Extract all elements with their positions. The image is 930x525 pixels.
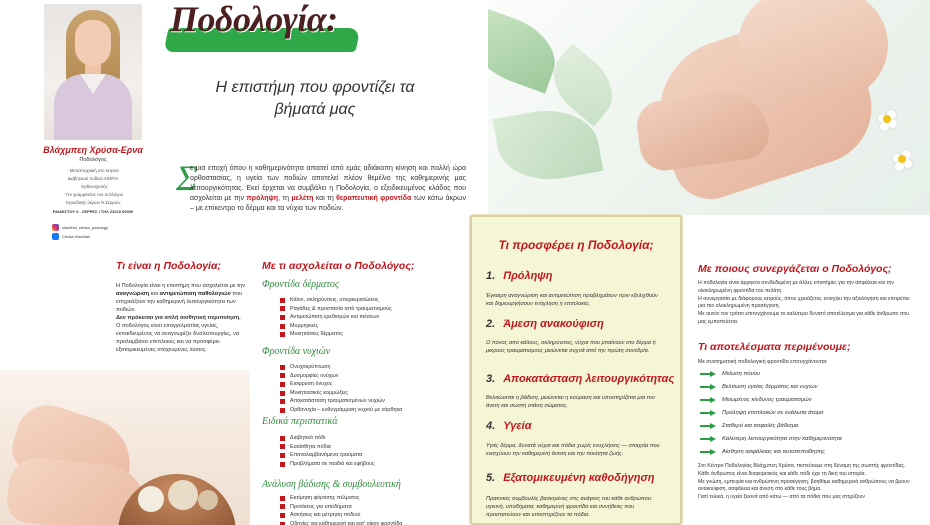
result-item: Βελτίωση υγείας δέρματος και νυχιών [700, 384, 818, 390]
credential-line: · Μεταπτυχιακή στο Ιατρείο [67, 168, 119, 173]
nail-care-list [280, 363, 402, 415]
list-item: Εισφρυση όνυχος [280, 380, 402, 389]
what-is-p3: Ο ποδολόγος είναι επαγγελματίας υγείας, εκπαιδευμένος να αναγνωρίζει δυσλειτουργίες, να προλαμβάνει επιπλοκές και να προσφέρει εξατομικευμένες στοχευμένες λύσεις. [116, 323, 240, 353]
instagram-icon [52, 224, 59, 231]
credential-line: · Ορθονυχωτής [78, 184, 108, 189]
list-item: Αποκατάσταση τραυματισμένων νυχιών [280, 397, 402, 406]
intro-dropcap: Σ [176, 158, 198, 198]
list-item: Προβλήματα σε παιδιά και εφήβους [280, 460, 375, 469]
deals-heading: Με τι ασχολείται ο Ποδολόγος; [262, 260, 415, 272]
list-item: Οδηγίες για καθημερινή και κατ' οίκον φροντίδα [280, 520, 402, 525]
list-item: Μυρμηγκιές [280, 322, 392, 331]
arrow-icon [700, 371, 716, 377]
list-item: Μυκητιάσεις δέρματος [280, 330, 392, 339]
partners-p1: Η ποδολογία είναι άρρηκτα συνδεδεμένη με άλλες επιστήμες για την ασφάλεια και την ολοκληρωμένη φροντίδα του πελάτη. [698, 280, 895, 294]
page-title: Ποδολογία: [170, 0, 338, 39]
offer-text: Βελτιώνεται η βάδιση, μειώνεται η κούραση και υποστηρίζεται μια πιο άνετη και σωστή στάση σώματος. [486, 395, 655, 409]
nail-care-heading: Φροντίδα νυχιών [262, 346, 331, 357]
facebook-handle[interactable] [52, 233, 90, 240]
arrow-icon [700, 423, 716, 429]
arrow-icon [700, 449, 716, 455]
credential-line: περιοδικής ύκρων Ν.Σερρών [65, 200, 121, 205]
author-address: ΡΑΙΔΕΣΤΟΥ 6 - ΣΕΡΡΕΣ / ΤΗΛ 23210 00000 [52, 209, 134, 214]
list-item: Ραγάδες & προστασία από τραυματισμούς [280, 305, 392, 314]
list-item: Ορθονυχία – ευθυγράμμιση νυχιού με νάρθηκα [280, 406, 402, 415]
foot-massage-image [488, 0, 930, 215]
result-item: Μείωση πόνου [700, 371, 760, 377]
offer-heading: 3. Αποκατάσταση λειτουργικότητας [486, 373, 678, 385]
result-item: Σταθερό και ασφαλές βάδισμα [700, 423, 798, 429]
partners-body [698, 280, 918, 327]
result-item: Πρόληψη επιπλοκών σε ευάλωτα άτομα [700, 410, 823, 416]
results-intro: Με συστηματική ποδολογική φροντίδα επιτυγχάνονται: [698, 359, 828, 365]
list-item: Προτάσεις για υποδήματα [280, 503, 402, 512]
result-item: Μειωμένος κίνδυνος τραυματισμών [700, 397, 812, 403]
what-is-p2: Δεν πρόκειται για απλή αισθητική περιποίηση. [116, 315, 241, 321]
list-item: Ονυχοκρύπτωση [280, 363, 402, 372]
list-item: Αντιμετώπιση ερεθισμών και πιέσεων [280, 313, 392, 322]
offer-text: Ο πόνος από κάλους, σκληρύνσεις, νύχια που μπαίνουν στο δέρμα ή μικρούς τραυματισμούς μειώνεται συχνά από την πρώτη συνεδρία. [486, 340, 656, 354]
arrow-icon [700, 410, 716, 416]
results-heading: Τι αποτελέσματα περιμένουμε; [698, 341, 851, 353]
intro-paragraph: ε μια εποχή όπου η καθημερινότητα απαιτεί από εμάς αδιάκοπη κίνηση και πολλή ώρα ορθοστασίας, η υγεία των ποδιών αποτελεί πλέον θεμέλιο της καθημερινής μας λειτουργικότητας. Εκεί έρχεται να συμβάλει η Ποδολογία, ο εξειδικευμένος κλάδος που ασχολείται με την πρόληψη, τη μελέτη και τη θεραπευτική φροντίδα των κάτω άκρων – με επίκεντρο το δέρμα και τα νύχια των ποδιών. [190, 165, 466, 212]
offer-text: Πρακτικές συμβουλές βασισμένες στις ανάγκες του κάθε ανθρώπου: υγιεινή, υποδήματα, καθημερινή φροντίδα και συνήθειες που προστατεύουν και υποστηρίζουν τα πόδια. [486, 496, 653, 518]
author-photo [44, 4, 142, 140]
offer-text: Έγκαιρη αναγνώριση και αντιμετώπιση προβλημάτων πριν εξελιχθούν και δημιουργήσουν ενόχληση ή επιπλοκές. [486, 293, 658, 307]
offers-heading: Τι προσφέρει η Ποδολογία; [498, 238, 654, 252]
arrow-icon [700, 436, 716, 442]
list-item: Κάλοι, σκληρύνσεις, υπερκερατώσεις [280, 296, 392, 305]
facebook-icon [52, 233, 59, 240]
what-is-p1: Η Ποδολογία είναι η επιστήμη που ασχολείται με την αναγνώριση και αντιμετώπιση παθολογιών που επηρεάζουν την καθημερινή λειτουργικότητα των ποδιών. [116, 283, 246, 313]
instagram-handle[interactable] [52, 224, 108, 231]
list-item: Ευαίσθητα πόδια [280, 443, 375, 452]
arrow-icon [700, 397, 716, 403]
offer-text: Υγιές δέρμα, δυνατά νύχια και πόδια χωρίς ενοχλήσεις — στοιχεία που ενισχύουν την καθημερινή άνεση και την ποιότητα ζωής. [486, 443, 660, 457]
special-cases-list [280, 434, 375, 468]
closing-p1: Στο Κέντρο Ποδολογίας Βλάχμπεη Χρύσα, πιστεύουμε στη δύναμη της σωστής φροντίδας. [698, 463, 906, 469]
list-item: Μυκητιασικές κομμώξεις [280, 389, 402, 398]
list-item: Ασκήσεις και μέτρηση ποδιού [280, 511, 402, 520]
gait-analysis-heading: Ανάλυση βάδισης & συμβουλευτική [262, 479, 401, 490]
closing-p2: Κάθε άνθρωπος είναι διαφορετικός και κάθε πόδι έχει τη δική του ιστορία. [698, 470, 866, 477]
list-item: Επαναλαμβανόμενα τραύματα [280, 451, 375, 460]
facebook-text: Chrisa Vlachbei [62, 234, 91, 239]
gait-analysis-list [280, 494, 402, 525]
partners-p2: Η συνεργασία με διάφορους ιατρούς, όπου χρειάζεται, ενισχύει την αξιολόγηση και επιτρέπει μια πιο ολοκληρωμένη προσέγγιση. [698, 295, 910, 310]
instagram-text: vlachbei_chrisa_podology [62, 225, 109, 230]
author-role: Ποδολόγος [79, 157, 107, 163]
offer-heading: 1. Πρόληψη [486, 270, 557, 282]
page-subtitle: Η επιστήμη που φροντίζει τα βήματά μας [215, 79, 415, 118]
partners-p3: Με αυτόν τον τρόπο επιτυγχάνουμε το καλύτερο δυνατό αποτέλεσμα για κάθε άνθρωπο που μας εμπιστεύεται. [698, 311, 910, 325]
offer-heading: 2. Άμεση ανακούφιση [486, 318, 608, 330]
author-name: Βλάχμπεη Χρύσα-Ερνα [43, 145, 143, 155]
list-item: Δυσμορφίες ονύχων [280, 372, 402, 381]
credential-line: · Γεν γραμματέας του συλλόγου [62, 192, 124, 197]
special-cases-heading: Ειδικά περιστατικά [262, 416, 338, 427]
result-item: Καλύτερη λειτουργικότητα στην καθημερινότητα [700, 436, 842, 442]
credential-line: Διαβητικού ποδιού ΑΧΕΠΑ [67, 176, 119, 181]
list-item: Διαβητικό πόδι [280, 434, 375, 443]
skin-care-list [280, 296, 392, 339]
closing-text [698, 463, 920, 502]
what-is-heading: Τι είναι η Ποδολογία; [116, 260, 221, 272]
result-item: Αίσθηση ασφάλειας και αυτοπεποίθησης [700, 449, 825, 455]
closing-p4: Γιατί τελικά, η υγεία ξεκινά από κάτω — από τα πόδια που μας στηρίζουν [698, 494, 865, 501]
author-credentials [40, 167, 146, 207]
offer-heading: 5. Εξατομικευμένη καθοδήγηση [486, 472, 659, 484]
what-is-body [116, 282, 248, 354]
closing-p3: Με γνώση, εμπειρία και ανθρώπινη προσέγγιση, βοηθάμε καθημερινά ανθρώπους να βρουν ανακούφιση, ασφάλεια και άνεση στο κάθε τους βήμα. [698, 478, 910, 493]
partners-heading: Με ποιους συνεργάζεται ο Ποδολόγος; [698, 263, 892, 275]
skin-care-heading: Φροντίδα δέρματος [262, 279, 339, 290]
offer-heading: 4. Υγεία [486, 420, 536, 432]
arrow-icon [700, 384, 716, 390]
list-item: Εκτίμηση φόρτισης πέλματος [280, 494, 402, 503]
